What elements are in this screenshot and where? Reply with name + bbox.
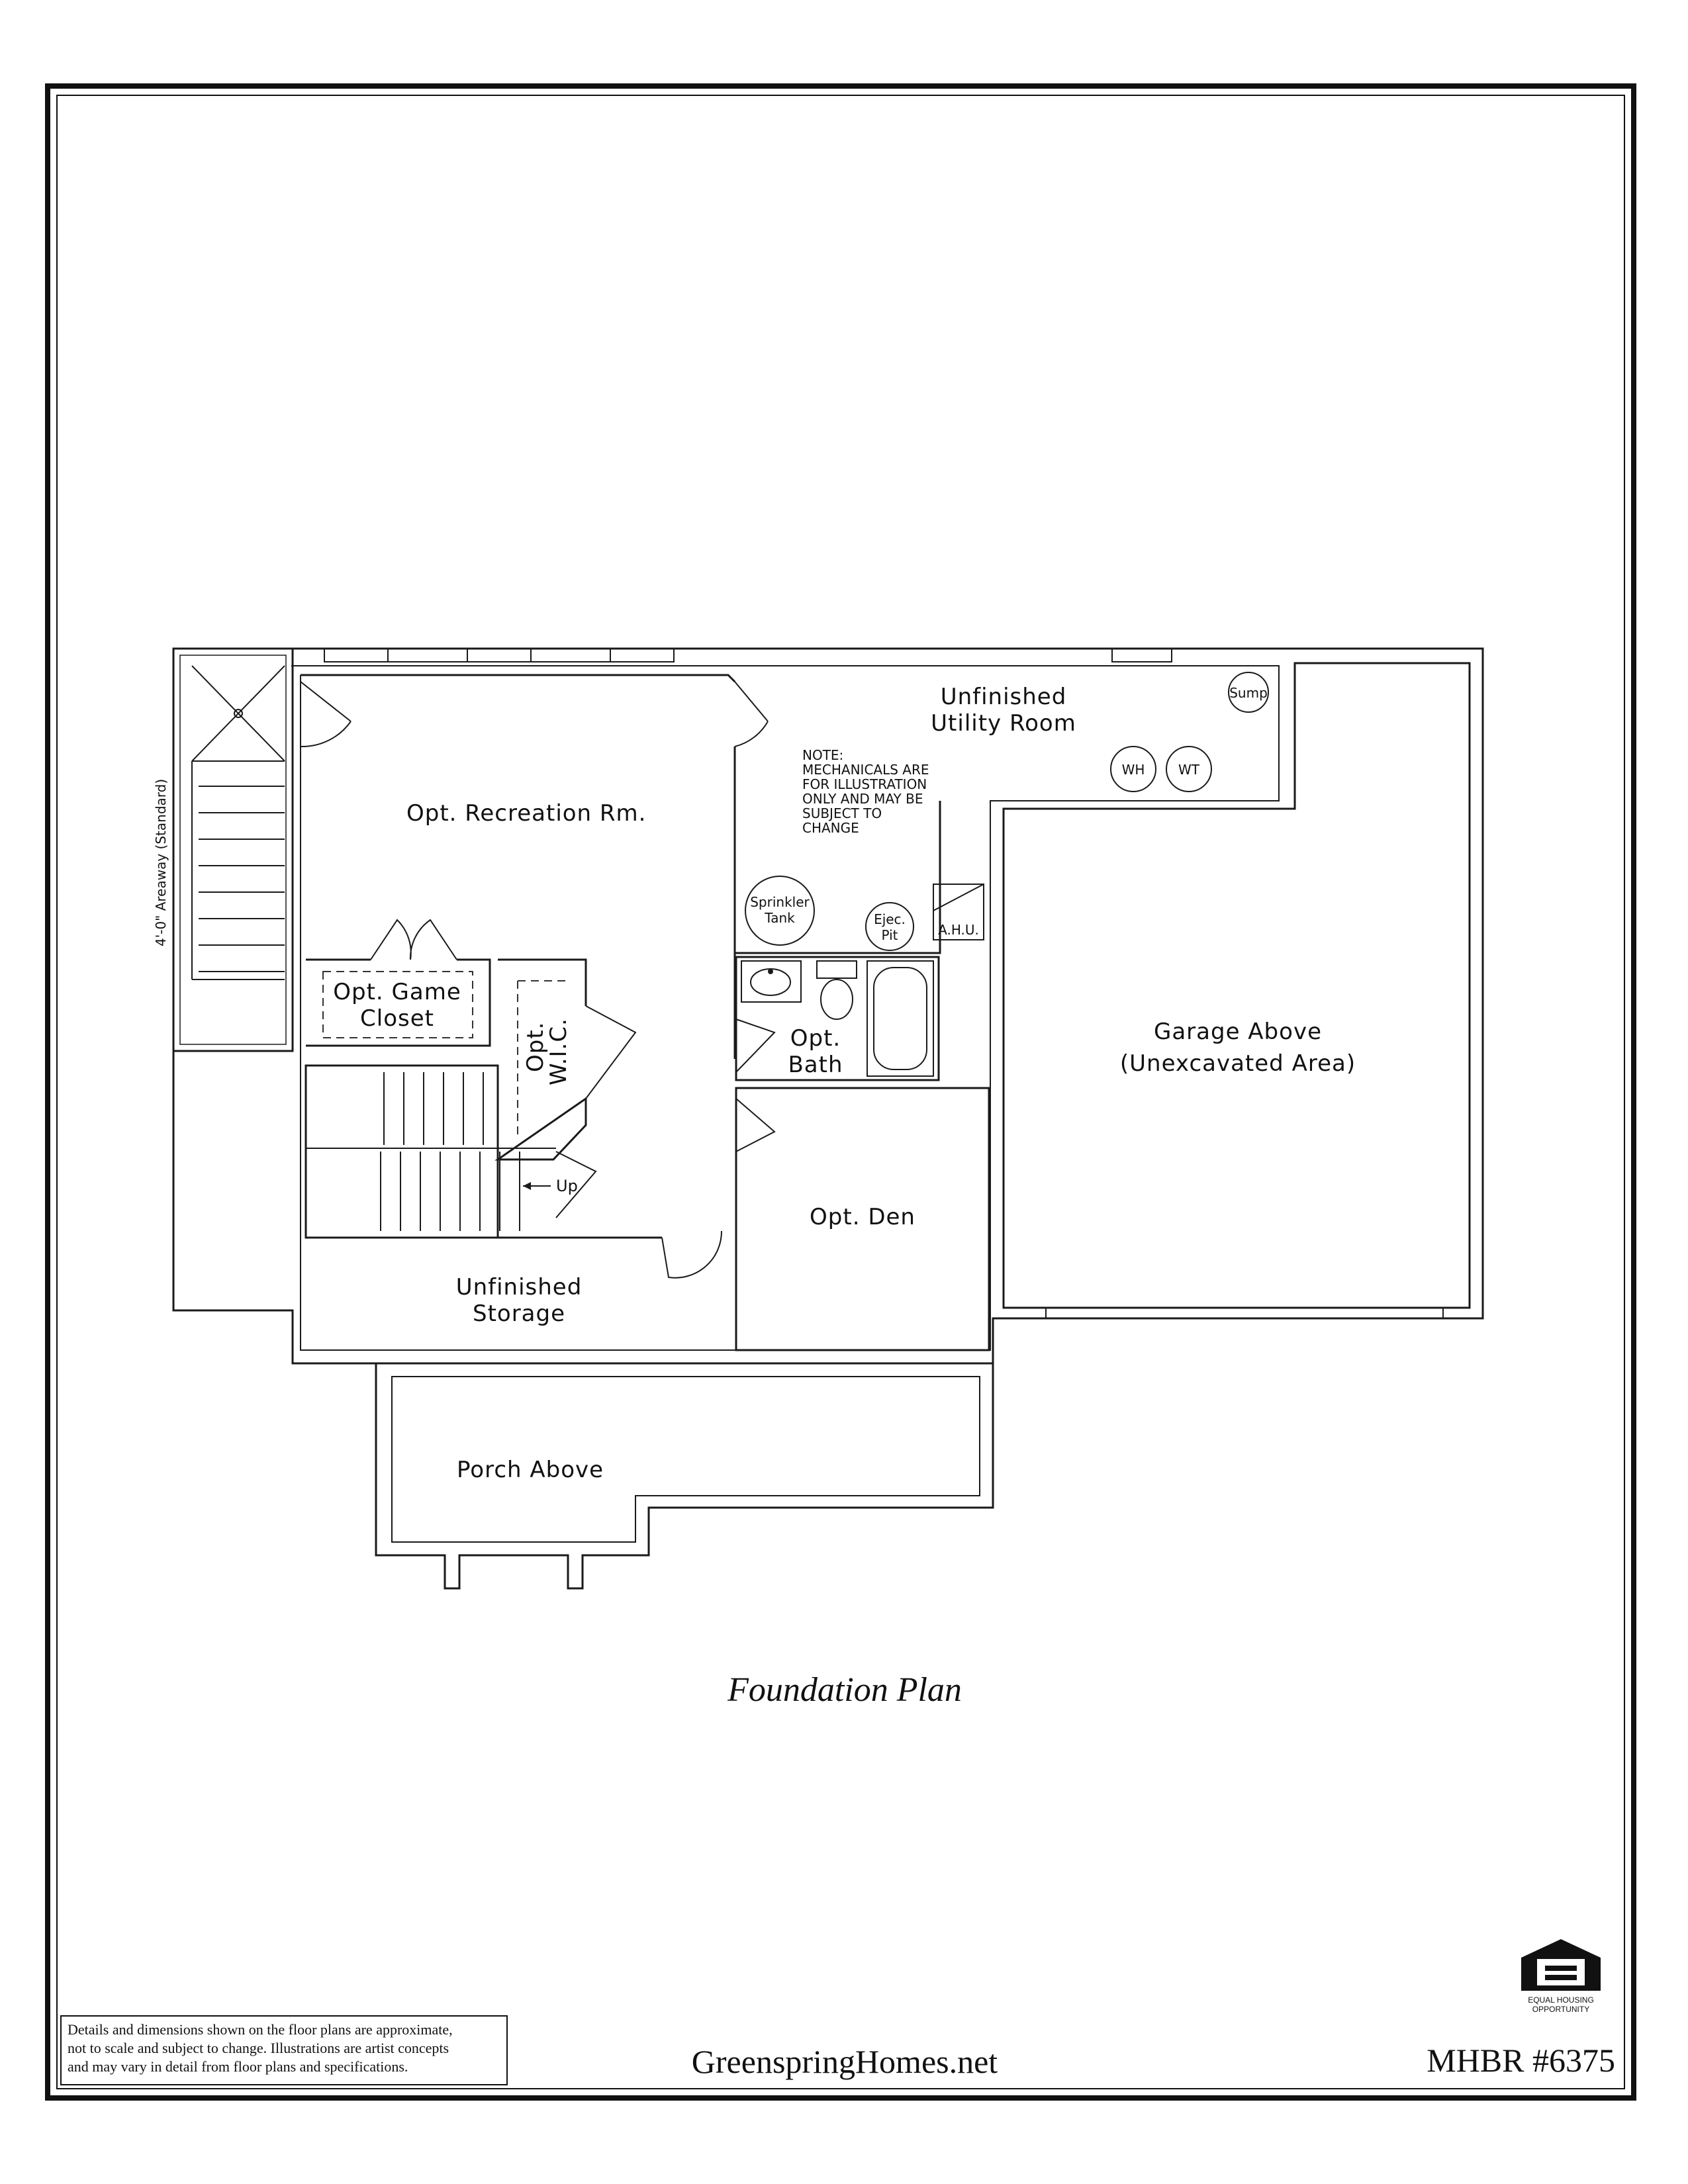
game-closet-label-1: Opt. Game xyxy=(333,979,461,1005)
garage-area xyxy=(1004,663,1470,1318)
wic-label-2: W.I.C. xyxy=(545,1018,572,1085)
disclaimer-line-2: not to scale and subject to change. Illustrations are artist concepts xyxy=(68,2040,449,2056)
den-label: Opt. Den xyxy=(810,1204,915,1230)
storage-label-1: Unfinished xyxy=(455,1274,583,1300)
equal-housing-house-icon xyxy=(1521,1939,1601,2014)
equal-housing-line-1: EQUAL HOUSING xyxy=(1528,1995,1594,2005)
top-windows xyxy=(324,649,1172,662)
sprinkler-tank-label-1: Sprinkler xyxy=(750,894,810,910)
water-heater-label: WH xyxy=(1121,762,1145,778)
plan-title: Foundation Plan xyxy=(727,1671,962,1709)
water-treatment-label: WT xyxy=(1178,762,1199,778)
game-closet xyxy=(306,920,490,1046)
floor-plan xyxy=(153,649,1483,1588)
garage-label-2: (Unexcavated Area) xyxy=(1119,1050,1356,1077)
stairs-up-label: Up xyxy=(556,1177,578,1195)
bath xyxy=(736,957,939,1080)
interior-stairs xyxy=(306,1066,662,1238)
sprinkler-tank-label-2: Tank xyxy=(765,910,795,926)
mechanicals-note xyxy=(802,747,929,836)
areaway xyxy=(153,649,293,1051)
note-line-6: CHANGE xyxy=(802,820,859,836)
sheet-border xyxy=(48,86,1634,2098)
ahu-label: A.H.U. xyxy=(938,922,979,938)
plan-number: MHBR #6375 xyxy=(1427,2042,1615,2079)
wic-label-1: Opt. xyxy=(522,1021,549,1072)
areaway-door-swing xyxy=(301,682,351,747)
recreation-room-label: Opt. Recreation Rm. xyxy=(406,800,647,827)
note-line-5: SUBJECT TO xyxy=(802,805,882,821)
bath-label-1: Opt. xyxy=(790,1025,841,1052)
porch-label: Porch Above xyxy=(457,1457,604,1483)
note-line-1: NOTE: xyxy=(802,747,844,763)
equal-housing-line-2: OPPORTUNITY xyxy=(1532,2005,1590,2014)
disclaimer-box xyxy=(61,2016,507,2085)
disclaimer-line-3: and may vary in detail from floor plans and specifications. xyxy=(68,2058,408,2075)
garage-label-1: Garage Above xyxy=(1154,1019,1322,1045)
note-line-2: MECHANICALS ARE xyxy=(802,762,929,778)
disclaimer-line-1: Details and dimensions shown on the floor plans are approximate, xyxy=(68,2021,453,2038)
utility-room-label-1: Unfinished xyxy=(940,684,1067,710)
bath-label-2: Bath xyxy=(788,1052,843,1078)
porch-area xyxy=(376,1363,993,1588)
areaway-steps xyxy=(192,761,285,979)
website-label: GreenspringHomes.net xyxy=(691,2043,998,2080)
note-line-4: ONLY AND MAY BE xyxy=(802,791,923,807)
game-closet-label-2: Closet xyxy=(360,1005,434,1032)
storage-door-swing xyxy=(662,1231,722,1278)
recreation-door-swing xyxy=(735,682,768,747)
note-line-3: FOR ILLUSTRATION xyxy=(802,776,927,792)
storage-label-2: Storage xyxy=(472,1300,566,1327)
den xyxy=(736,1088,989,1350)
areaway-label: 4'-0" Areaway (Standard) xyxy=(153,778,169,946)
utility-room-label-2: Utility Room xyxy=(931,710,1076,737)
walk-in-closet xyxy=(498,960,635,1160)
ejector-pit-label-1: Ejec. xyxy=(874,911,906,927)
ejector-pit-label-2: Pit xyxy=(881,927,898,943)
sump-label: Sump xyxy=(1229,685,1268,701)
